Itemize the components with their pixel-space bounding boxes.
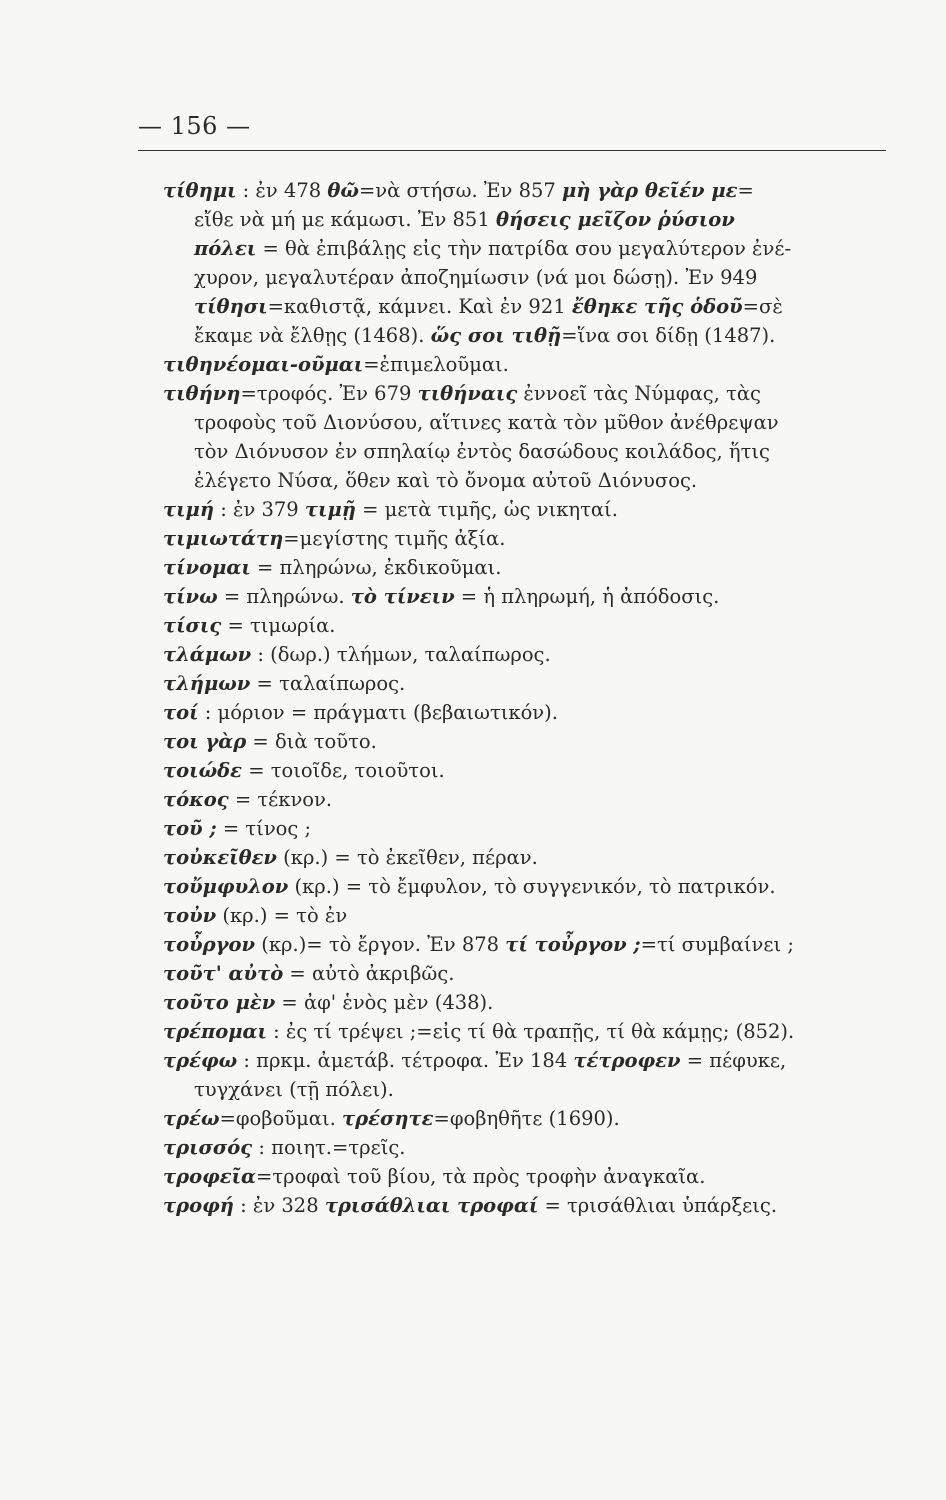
headword: τοὐκεῖθεν (163, 846, 277, 869)
definition-text: = ταλαίπωρος. (250, 672, 406, 695)
glossary-entry (164, 640, 886, 669)
quoted-phrase: μὴ γὰρ θεῖέν με (562, 179, 738, 202)
definition-text: = τέκνον. (228, 788, 333, 811)
glossary-entry (164, 553, 886, 582)
glossary-entry (164, 901, 886, 930)
definition-text: ἐλέγετο Νύσα, ὅθεν καὶ τὸ ὄνομα αὐτοῦ Διόνυσος. (194, 469, 698, 492)
glossary-entry (164, 1133, 886, 1162)
definition-text: = τρισάθλιαι ὑπάρξεις. (538, 1194, 778, 1217)
glossary-entry (164, 1191, 886, 1220)
headword: τιμή (163, 498, 215, 521)
definition-text: (κρ.)= τὸ ἔργον. Ἐν 878 (255, 933, 506, 956)
quoted-phrase: τὸ τίνειν (350, 585, 455, 608)
definition-text: : ἐν 379 (214, 498, 305, 521)
definition-text: : (δωρ.) τλήμων, ταλαίπωρος. (251, 643, 551, 666)
definition-text: = πληρώνω. (217, 585, 351, 608)
glossary-entry (164, 930, 886, 959)
entry-continuation-line (164, 1075, 886, 1104)
headword: τόκος (163, 788, 229, 811)
entry-continuation-line (164, 292, 886, 321)
quoted-phrase: ὥς σοι τιθῇ (430, 324, 562, 347)
glossary-entry (164, 959, 886, 988)
definition-text: = ἡ πληρωμή, ἡ ἀπόδοσις. (454, 585, 720, 608)
definition-text: =τροφός. Ἐν 679 (240, 382, 418, 405)
glossary-entry (164, 756, 886, 785)
definition-text: = μετὰ τιμῆς, ὡς νικηταί. (355, 498, 618, 521)
headword: τρέω (163, 1107, 220, 1130)
definition-text: =τί συμβαίνει ; (640, 933, 794, 956)
headword: τοῦτο μὲν (163, 991, 276, 1014)
glossary-entry (164, 814, 886, 843)
definition-text: : πρκμ. ἀμετάβ. τέτροφα. Ἐν 184 (237, 1049, 574, 1072)
definition-text: =ἐπιμελοῦμαι. (363, 353, 509, 376)
quoted-phrase: τίθησι (194, 295, 268, 318)
definition-text: = τοιοῖδε, τοιοῦτοι. (242, 759, 445, 782)
glossary-entry (164, 495, 886, 524)
definition-text: =καθιστᾷ, κάμνει. Καὶ ἐν 921 (267, 295, 572, 318)
glossary-entry (164, 350, 886, 379)
definition-text: (κρ.) = τὸ ἔμφυλον, τὸ συγγενικόν, τὸ πατρικόν. (288, 875, 776, 898)
entry-continuation-line (164, 205, 886, 234)
definition-text: =νὰ στήσω. Ἐν 857 (358, 179, 562, 202)
definition-text: = πέφυκε, (680, 1049, 787, 1072)
headword: τλήμων (163, 672, 251, 695)
glossary-body (164, 176, 886, 1220)
definition-text: =φοβηθῆτε (1690). (433, 1107, 620, 1130)
definition-text: : ἐς τί τρέψει ;=εἰς τί θὰ τραπῇς, τί θὰ κάμῃς; (852). (266, 1020, 795, 1043)
definition-text: : ἐν 478 (236, 179, 328, 202)
headword: τιμιωτάτη (163, 527, 284, 550)
glossary-entry (164, 176, 886, 205)
headword: τοιώδε (163, 759, 242, 782)
definition-text: =τροφαὶ τοῦ βίου, τὰ πρὸς τροφὴν ἀναγκαῖα. (256, 1165, 706, 1188)
headword: τοί (163, 701, 199, 724)
definition-text: (κρ.) = τὸ ἐν (216, 904, 348, 927)
headword: τλάμων (163, 643, 252, 666)
definition-text: = τίνος ; (216, 817, 312, 840)
glossary-entry (164, 785, 886, 814)
glossary-entry (164, 1104, 886, 1133)
glossary-entry (164, 582, 886, 611)
headword: τοὖργον (163, 933, 256, 956)
entry-continuation-line (164, 437, 886, 466)
headword: τοὐν (163, 904, 217, 927)
definition-text: χυρον, μεγαλυτέραν ἀποζημίωσιν (νά μοι δώσῃ). Ἐν 949 (194, 266, 758, 289)
headword: τροφή (163, 1194, 234, 1217)
definition-text: = θὰ ἐπιβάλῃς εἰς τὴν πατρίδα σου μεγαλύτερον ἐνέ- (256, 237, 792, 260)
glossary-entry (164, 727, 886, 756)
quoted-phrase: τί τοὖργον ; (505, 933, 641, 956)
headword: τρέπομαι (163, 1020, 267, 1043)
definition-text: τροφοὺς τοῦ Διονύσου, αἵτινες κατὰ τὸν μῦθον ἀνέθρεψαν (194, 411, 779, 434)
glossary-entry (164, 872, 886, 901)
definition-text: =φοβοῦμαι. (219, 1107, 342, 1130)
quoted-phrase: τρέσητε (342, 1107, 434, 1130)
definition-text: : μόριον = πράγματι (βεβαιωτικόν). (198, 701, 558, 724)
glossary-entry (164, 1046, 886, 1075)
glossary-entry (164, 379, 886, 408)
definition-text: εἴθε νὰ μή με κάμωσι. Ἐν 851 (194, 208, 496, 231)
glossary-entry (164, 698, 886, 727)
definition-text: ἐννοεῖ τὰς Νύμφας, τὰς (517, 382, 761, 405)
definition-text: =σὲ (742, 295, 783, 318)
glossary-entry (164, 1017, 886, 1046)
definition-text: = (737, 179, 754, 202)
definition-text: =ἵνα σοι δίδῃ (1487). (561, 324, 776, 347)
headword: τίθημι (163, 179, 237, 202)
quoted-phrase: τέτροφεν (573, 1049, 681, 1072)
definition-text: = αὐτὸ ἀκριβῶς. (283, 962, 455, 985)
headword: τίσις (163, 614, 222, 637)
definition-text: = ἀφ' ἑνὸς μὲν (438). (275, 991, 494, 1014)
headword: τιθήνη (163, 382, 241, 405)
headword: τιθηνέομαι-οῦμαι (163, 353, 364, 376)
quoted-phrase: ἔθηκε τῆς ὁδοῦ (571, 295, 743, 318)
headword: τοῦτ' αὐτὸ (163, 962, 284, 985)
entry-continuation-line (164, 408, 886, 437)
entry-continuation-line (164, 263, 886, 292)
headword: τρέφω (163, 1049, 238, 1072)
definition-text: = πληρώνω, ἐκδικοῦμαι. (250, 556, 502, 579)
definition-text: : ποιητ.=τρεῖς. (252, 1136, 406, 1159)
definition-text: τὸν Διόνυσον ἐν σπηλαίῳ ἐντὸς δασώδους κοιλάδος, ἥτις (194, 440, 770, 463)
definition-text: = διὰ τοῦτο. (246, 730, 377, 753)
quoted-phrase: τιθήναις (417, 382, 518, 405)
headword: τίνω (163, 585, 218, 608)
quoted-phrase: θήσεις μεῖζον ῥύσιον (495, 208, 735, 231)
glossary-entry (164, 524, 886, 553)
headword: τοῦ ; (163, 817, 217, 840)
definition-text: =μεγίστης τιμῆς ἀξία. (283, 527, 506, 550)
quoted-phrase: τιμῇ (304, 498, 356, 521)
headword: τροφεῖα (163, 1165, 257, 1188)
definition-text: τυγχάνει (τῇ πόλει). (194, 1078, 394, 1101)
definition-text: (κρ.) = τὸ ἐκεῖθεν, πέραν. (276, 846, 538, 869)
headword: τίνομαι (163, 556, 251, 579)
headword: τρισσός (163, 1136, 253, 1159)
glossary-entry (164, 1162, 886, 1191)
glossary-entry (164, 988, 886, 1017)
page-number: — 156 — (138, 112, 251, 140)
header-rule (138, 150, 886, 151)
quoted-phrase: τρισάθλιαι τροφαί (324, 1194, 539, 1217)
quoted-phrase: θῶ (327, 179, 359, 202)
entry-continuation-line (164, 234, 886, 263)
definition-text: = τιμωρία. (221, 614, 336, 637)
quoted-phrase: πόλει (194, 237, 257, 260)
glossary-entry (164, 611, 886, 640)
definition-text: : ἐν 328 (233, 1194, 325, 1217)
definition-text: ἔκαμε νὰ ἔλθῃς (1468). (194, 324, 431, 347)
entry-continuation-line (164, 466, 886, 495)
entry-continuation-line (164, 321, 886, 350)
headword: τοὔμφυλον (163, 875, 289, 898)
glossary-entry (164, 669, 886, 698)
headword: τοι γὰρ (163, 730, 247, 753)
glossary-entry (164, 843, 886, 872)
